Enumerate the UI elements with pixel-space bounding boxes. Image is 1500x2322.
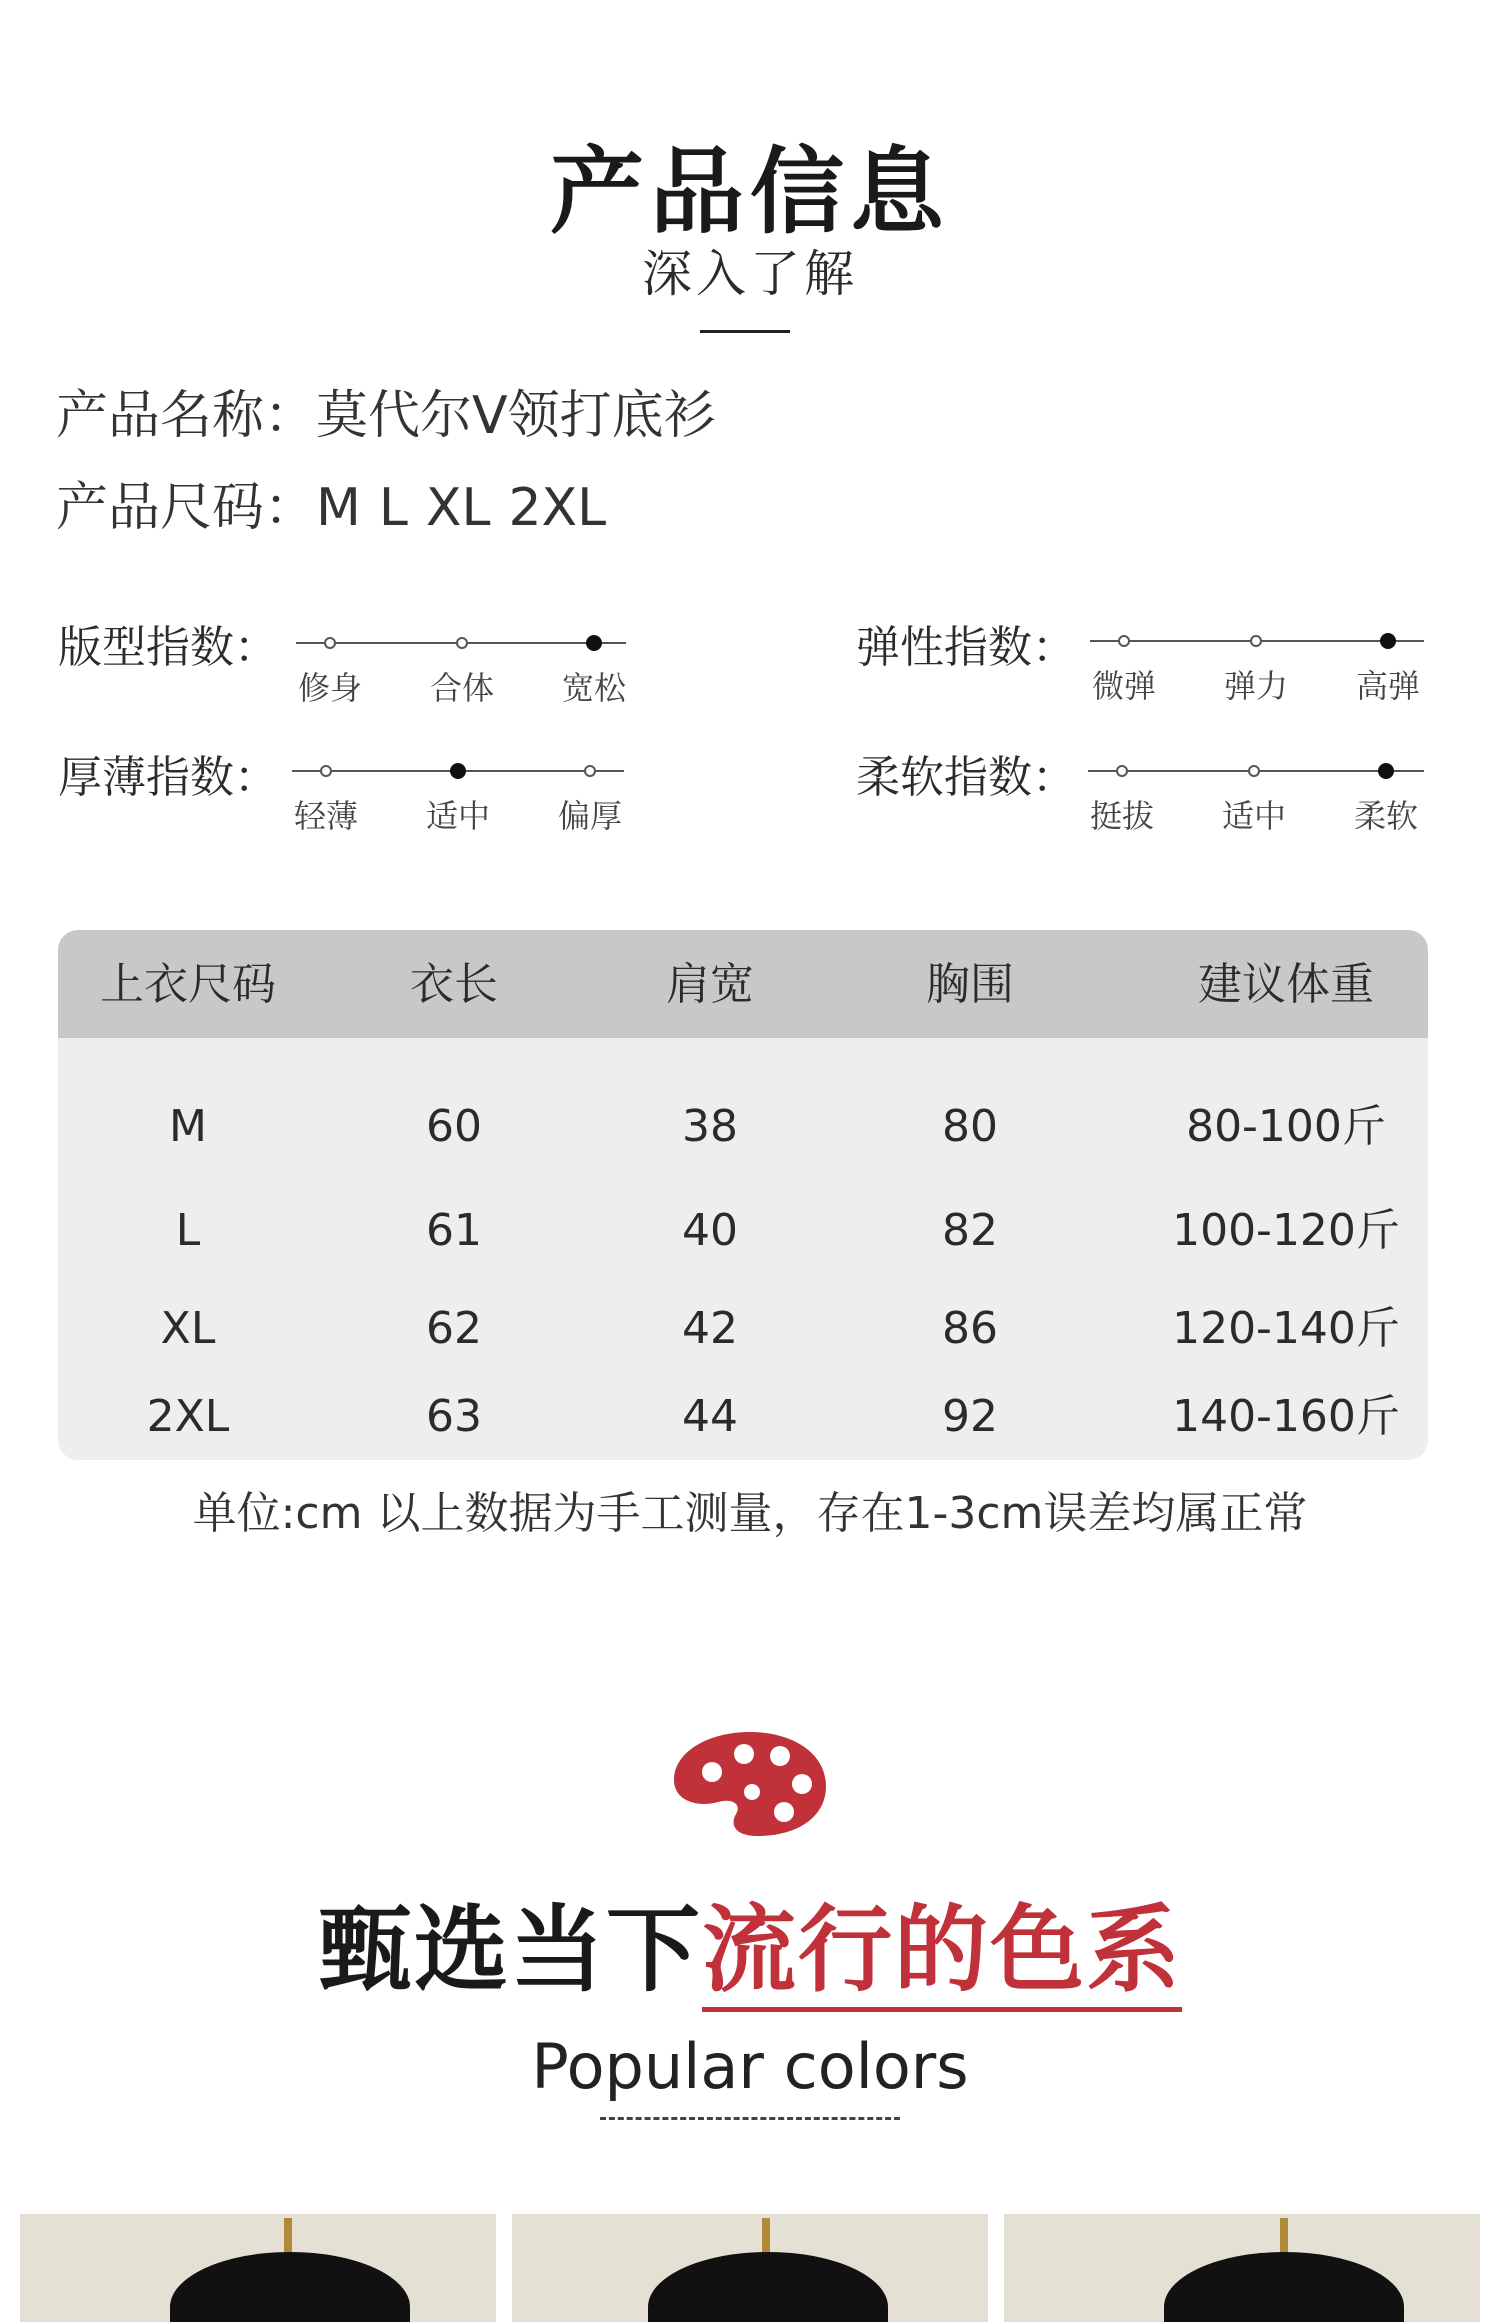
index-dot-selected	[1378, 763, 1394, 779]
index-option-label: 柔软	[1353, 797, 1419, 835]
table-cell: 38	[682, 1101, 738, 1152]
index-option-label: 偏厚	[557, 797, 623, 835]
index-dot	[1118, 635, 1130, 647]
table-cell: 80	[942, 1101, 998, 1152]
palette-icon	[672, 1728, 828, 1840]
headline-red-part: 流行的色系	[702, 1896, 1182, 2012]
size-option: L	[378, 478, 408, 538]
table-cell: 63	[426, 1391, 482, 1442]
page-title: 产品信息	[549, 138, 950, 247]
colors-headline	[0, 1896, 1500, 2006]
index-option-label: 适中	[1221, 797, 1287, 835]
index-dot	[456, 637, 468, 649]
table-header-cell: 建议体重	[1198, 959, 1374, 1010]
index-option-label: 挺拔	[1089, 797, 1155, 835]
table-cell: 86	[942, 1303, 998, 1354]
index-option-label: 弹力	[1223, 667, 1289, 705]
popular-colors-subtitle: Popular colors	[531, 2030, 969, 2103]
product-size-label: 产品尺码：	[56, 478, 317, 538]
product-name-line	[56, 384, 716, 448]
size-option: XL	[425, 478, 491, 538]
table-cell: 40	[682, 1205, 738, 1256]
index-dot-selected	[450, 763, 466, 779]
table-cell: 140-160斤	[1172, 1391, 1400, 1442]
index-option-label: 轻薄	[293, 797, 359, 835]
page-subtitle: 深入了解	[642, 245, 858, 303]
index-option-label: 合体	[429, 669, 495, 707]
product-name-value: 莫代尔V领打底衫	[316, 386, 716, 446]
table-cell: 120-140斤	[1172, 1303, 1400, 1354]
product-name-label: 产品名称：	[56, 386, 317, 446]
index-dot	[324, 637, 336, 649]
index-option-label: 适中	[425, 797, 491, 835]
index-option-label: 微弹	[1091, 667, 1157, 705]
index-option-label: 修身	[297, 669, 363, 707]
index-label: 厚薄指数：	[58, 752, 278, 803]
index-dot	[584, 765, 596, 777]
table-cell: 61	[426, 1205, 482, 1256]
title-divider	[700, 330, 790, 333]
size-table	[58, 930, 1428, 1460]
headline-black-part: 甄选当下	[317, 1896, 702, 2005]
table-cell: 42	[682, 1303, 738, 1354]
table-header-cell: 肩宽	[666, 959, 754, 1010]
measurement-note: 单位:cm 以上数据为手工测量，存在1-3cm误差均属正常	[192, 1488, 1308, 1539]
table-cell: 100-120斤	[1172, 1205, 1400, 1256]
index-dot-selected	[586, 635, 602, 651]
table-cell: 62	[426, 1303, 482, 1354]
index-dot-selected	[1380, 633, 1396, 649]
size-option: 2XL	[508, 478, 607, 538]
index-label: 弹性指数：	[856, 622, 1076, 673]
size-option: M	[316, 478, 361, 538]
index-label: 版型指数：	[58, 622, 278, 673]
color-photo-1	[20, 2214, 496, 2322]
index-dot	[320, 765, 332, 777]
table-header-cell: 胸围	[926, 959, 1014, 1010]
table-cell: 92	[942, 1391, 998, 1442]
table-header-cell: 上衣尺码	[100, 959, 276, 1010]
index-dot	[1248, 765, 1260, 777]
table-cell: XL	[160, 1303, 216, 1354]
index-dot	[1116, 765, 1128, 777]
index-label: 柔软指数：	[856, 752, 1076, 803]
index-option-label: 宽松	[561, 669, 627, 707]
table-cell: 44	[682, 1391, 738, 1442]
table-cell: 60	[426, 1101, 482, 1152]
table-header	[58, 930, 1428, 1038]
table-cell: 2XL	[146, 1391, 230, 1442]
table-cell: 80-100斤	[1186, 1101, 1386, 1152]
index-dot	[1250, 635, 1262, 647]
table-cell: 82	[942, 1205, 998, 1256]
product-size-line	[56, 476, 606, 540]
color-photo-2	[512, 2214, 988, 2322]
table-header-cell: 衣长	[410, 959, 498, 1010]
index-option-label: 高弹	[1355, 667, 1421, 705]
table-cell: M	[169, 1101, 207, 1152]
color-photo-3	[1004, 2214, 1480, 2322]
table-cell: L	[175, 1205, 201, 1256]
dashed-divider	[600, 2117, 900, 2120]
